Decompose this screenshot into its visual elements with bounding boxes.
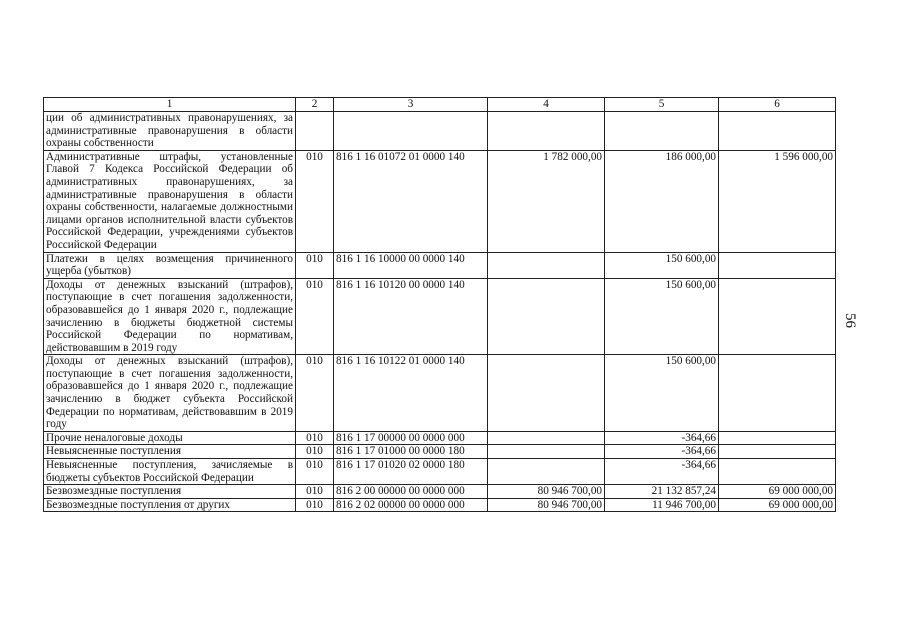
- row-col5-value-cell: [605, 112, 719, 151]
- row-name-cell: Доходы от денежных взысканий (штрафов), поступающие в счет погашения задолженности, образовавшейся до 1 января 2020 г., подлежащие зачислению в бюджеты бюджетной системы Российской Федерации по нормативам, действовавшим в 2019 году: [44, 278, 296, 355]
- column-header-3: 3: [334, 98, 488, 112]
- row-col6-value-cell: [719, 252, 836, 278]
- column-header-6: 6: [719, 98, 836, 112]
- row-line-code-cell: [296, 112, 334, 151]
- row-budget-code-cell: 816 1 17 00000 00 0000 000: [334, 431, 488, 445]
- row-name-cell: ции об административных правонарушениях, за административные правонарушения в области охраны собственности: [44, 112, 296, 151]
- row-col4-value-cell: [488, 252, 605, 278]
- row-budget-code-cell: 816 2 00 00000 00 0000 000: [334, 485, 488, 499]
- row-budget-code-cell: 816 1 16 10120 00 0000 140: [334, 278, 488, 355]
- row-col6-value-cell: [719, 355, 836, 432]
- row-budget-code-cell: 816 2 02 00000 00 0000 000: [334, 498, 488, 512]
- row-budget-code-cell: 816 1 17 01000 00 0000 180: [334, 445, 488, 459]
- table-row: [44, 445, 836, 459]
- table-row: [44, 252, 836, 278]
- row-col5-value-cell: -364,66: [605, 431, 719, 445]
- row-col5-value-cell: 11 946 700,00: [605, 498, 719, 512]
- table-row: [44, 355, 836, 432]
- row-line-code-cell: 010: [296, 355, 334, 432]
- row-col4-value-cell: [488, 459, 605, 485]
- row-col6-value-cell: [719, 278, 836, 355]
- row-col4-value-cell: 80 946 700,00: [488, 485, 605, 499]
- row-col6-value-cell: [719, 459, 836, 485]
- row-name-cell: Административные штрафы, установленные Главой 7 Кодекса Российской Федерации об административных правонарушениях, за административные правонарушения в области охраны собственности, налагаемые должностными лицами органов исполнительной власти субъектов Российской Федерации, учреждениями субъектов Российской Федерации: [44, 150, 296, 252]
- row-line-code-cell: 010: [296, 459, 334, 485]
- row-col4-value-cell: [488, 278, 605, 355]
- row-col5-value-cell: 150 600,00: [605, 278, 719, 355]
- table-row: [44, 498, 836, 512]
- row-col6-value-cell: [719, 445, 836, 459]
- table-row: [44, 150, 836, 252]
- row-name-cell: Безвозмездные поступления: [44, 485, 296, 499]
- table-row: [44, 431, 836, 445]
- table-row: [44, 459, 836, 485]
- row-name-cell: Доходы от денежных взысканий (штрафов), поступающие в счет погашения задолженности, образовавшейся до 1 января 2020 г., подлежащие зачислению в бюджет субъекта Российской Федерации по нормативам, действовавшим в 2019 году: [44, 355, 296, 432]
- row-col5-value-cell: 150 600,00: [605, 252, 719, 278]
- table-row: [44, 112, 836, 151]
- row-col5-value-cell: -364,66: [605, 459, 719, 485]
- row-col4-value-cell: [488, 431, 605, 445]
- row-col4-value-cell: 80 946 700,00: [488, 498, 605, 512]
- row-budget-code-cell: [334, 112, 488, 151]
- row-name-cell: Невыясненные поступления, зачисляемые в бюджеты субъектов Российской Федерации: [44, 459, 296, 485]
- column-header-1: 1: [44, 98, 296, 112]
- row-col6-value-cell: 69 000 000,00: [719, 498, 836, 512]
- row-line-code-cell: 010: [296, 485, 334, 499]
- row-col5-value-cell: 150 600,00: [605, 355, 719, 432]
- column-header-4: 4: [488, 98, 605, 112]
- table-row: [44, 278, 836, 355]
- row-col5-value-cell: 21 132 857,24: [605, 485, 719, 499]
- row-col4-value-cell: 1 782 000,00: [488, 150, 605, 252]
- row-name-cell: Безвозмездные поступления от других: [44, 498, 296, 512]
- row-col6-value-cell: [719, 112, 836, 151]
- page-number: 56: [842, 313, 858, 328]
- row-name-cell: Прочие неналоговые доходы: [44, 431, 296, 445]
- row-budget-code-cell: 816 1 17 01020 02 0000 180: [334, 459, 488, 485]
- row-budget-code-cell: 816 1 16 01072 01 0000 140: [334, 150, 488, 252]
- row-name-cell: Платежи в целях возмещения причиненного ущерба (убытков): [44, 252, 296, 278]
- row-line-code-cell: 010: [296, 150, 334, 252]
- row-budget-code-cell: 816 1 16 10122 01 0000 140: [334, 355, 488, 432]
- row-col4-value-cell: [488, 112, 605, 151]
- row-col6-value-cell: 1 596 000,00: [719, 150, 836, 252]
- budget-revenue-table: [43, 97, 836, 512]
- row-budget-code-cell: 816 1 16 10000 00 0000 140: [334, 252, 488, 278]
- row-name-cell: Невыясненные поступления: [44, 445, 296, 459]
- row-line-code-cell: 010: [296, 431, 334, 445]
- row-col4-value-cell: [488, 355, 605, 432]
- row-line-code-cell: 010: [296, 278, 334, 355]
- row-col6-value-cell: [719, 431, 836, 445]
- row-line-code-cell: 010: [296, 252, 334, 278]
- row-col4-value-cell: [488, 445, 605, 459]
- header-row: [44, 98, 836, 112]
- row-line-code-cell: 010: [296, 445, 334, 459]
- column-header-5: 5: [605, 98, 719, 112]
- row-col5-value-cell: -364,66: [605, 445, 719, 459]
- row-col5-value-cell: 186 000,00: [605, 150, 719, 252]
- row-col6-value-cell: 69 000 000,00: [719, 485, 836, 499]
- table-row: [44, 485, 836, 499]
- row-line-code-cell: 010: [296, 498, 334, 512]
- column-header-2: 2: [296, 98, 334, 112]
